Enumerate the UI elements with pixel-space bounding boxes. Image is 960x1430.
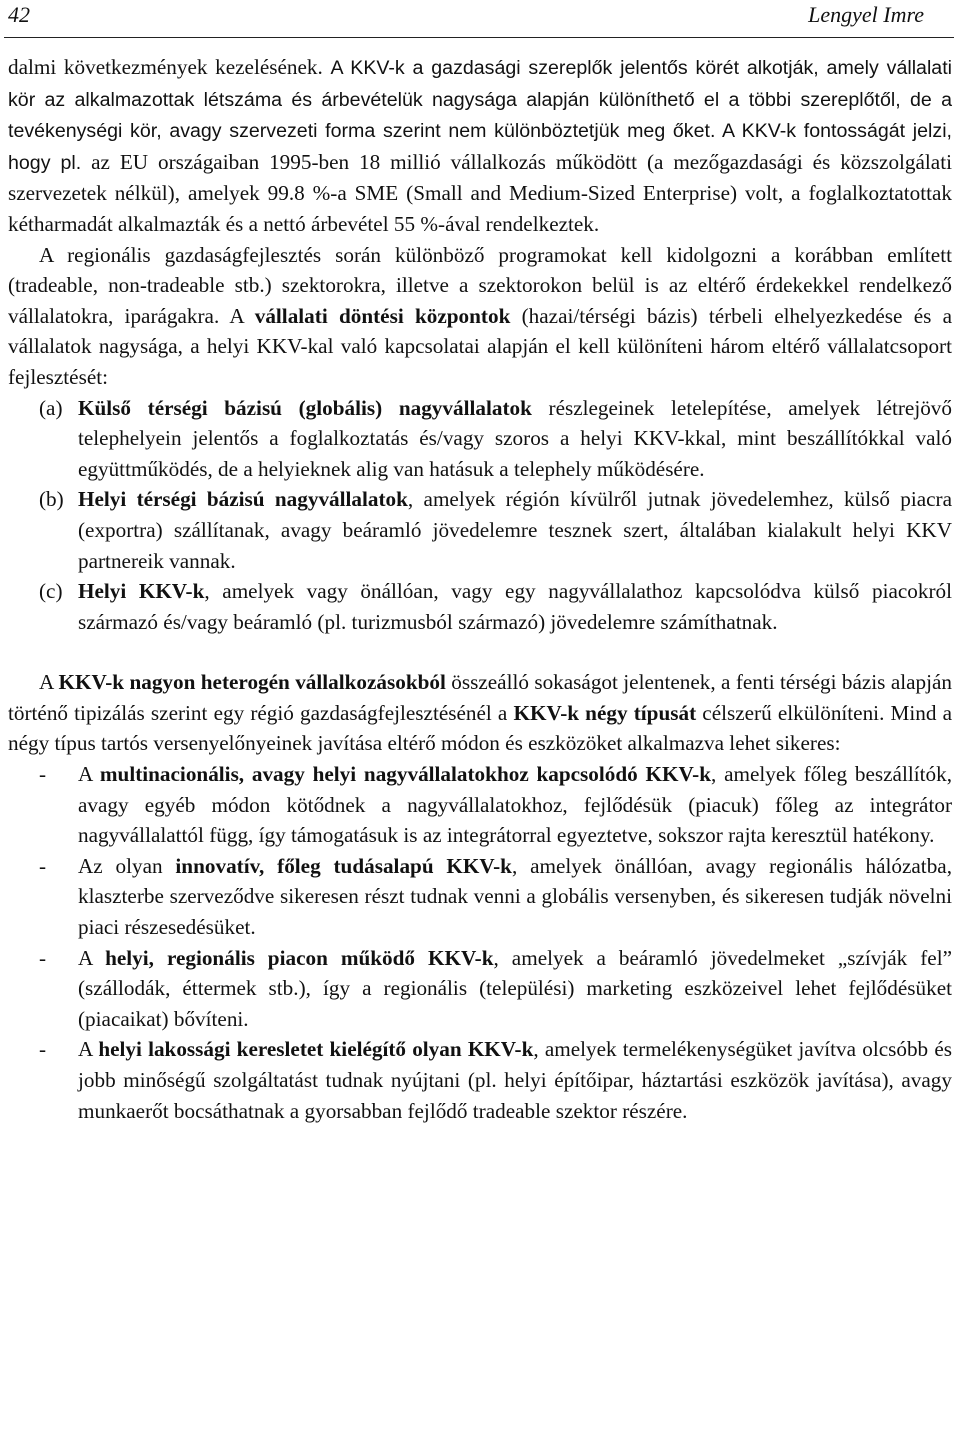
dash-item-text: , amelyek főleg beszállítók, avagy egyéb módon kötődnek a nagyvállalatokhoz, fejlődésük (piacuk) főleg az integrátor nagyvállalattól függ, így támogatásuk is az integrátorral egyeztetve, sokszor rajta keresztül hatékony.	[78, 762, 952, 848]
para3-text-1: A	[39, 670, 59, 695]
paragraph-1	[8, 52, 952, 240]
list-item-text: részlegeinek letelepítése, amelyek létrejövő telephelyein jelentős a foglalkoztatás és/vagy szoros a helyi KKV-kkal, mint beszállítókkal való együttműködés, de a helyieknek alig van hatásuk a telephely működésére.	[78, 395, 952, 481]
list-marker: (a)	[39, 395, 63, 420]
header-rule	[4, 37, 954, 38]
paragraph-3	[8, 667, 952, 759]
page-number: 42	[8, 2, 30, 27]
para2-text-2: (hazai/térségi bázis) térbeli elhelyezkedése és a vállalatok nagysága, a helyi KKV-kal való kapcsolatai alapján el kell különíteni három eltérő vállalatcsoport fejlesztését:	[8, 303, 953, 389]
list-item-bold: Helyi KKV-k	[78, 579, 205, 604]
dash-item-bold: helyi lakossági keresletet kielégítő olyan KKV-k	[98, 1037, 534, 1062]
list-item-b	[8, 484, 952, 576]
list-item-text: , amelyek régión kívülről jutnak jövedelemhez, külső piacra (exportra) szállítanak, avagy beáramló jövedelemre tesznek szert, általában kialakult helyi KKV partnereik vannak.	[78, 487, 952, 573]
alpha-list	[8, 393, 952, 638]
list-item-text: , amelyek vagy önállóan, vagy egy nagyvállalathoz kapcsolódva külső piacokról származó és/vagy beáramló (pl. turizmusból származó) jövedelemre számíthatnak.	[78, 579, 953, 634]
dash-item-pre: A	[78, 762, 100, 787]
dash-item-bold: multinacionális, avagy helyi nagyvállalatokhoz kapcsolódó KKV-k	[99, 762, 712, 787]
list-item-a	[8, 393, 952, 485]
body-text	[8, 52, 952, 1126]
dash-item-text: , amelyek a beáramló jövedelmeket „szívják fel” (szállodák, éttermek stb.), így a regionális (települési) marketing eszközeivel lehet fejlődésüket (piacaikat) bővíteni.	[78, 945, 952, 1031]
running-author: Lengyel Imre	[808, 2, 924, 27]
para3-text-3: célszerű elkülöníteni. Mind a négy típus tartós versenyelőnyeinek javítása eltérő módon és eszközöket alkalmazva lehet sikeres:	[8, 700, 953, 756]
para3-bold-1: KKV-k nagyon heterogén vállalkozásokból	[58, 670, 446, 695]
para3-bold-2: KKV-k négy típusát	[513, 700, 697, 725]
dash-item-pre: A	[78, 945, 106, 970]
paragraph-2	[8, 240, 952, 393]
dash-item-3	[8, 943, 952, 1035]
para2-bold-1: vállalati döntési központok	[254, 303, 511, 328]
dash-list	[8, 759, 952, 1126]
dash-marker: -	[39, 762, 47, 787]
para1-sans-text: A KKV-k a gazdasági szereplők jelentős körét alkotják, amely vállalati kör az alkalmazottak létszáma és árbevételük nagysága alapján különíthető el a többi szereplőtől, de a tevékenységi kör, avagy szervezeti forma szerint nem különböztetjük meg őket. A KKV-k fontosságát jelzi, hogy pl.	[8, 57, 952, 174]
dash-marker: -	[39, 945, 47, 970]
dash-item-bold: helyi, regionális piacon működő KKV-k	[105, 945, 494, 970]
list-marker: (b)	[39, 487, 64, 512]
para3-text-2: összeálló sokaságot jelentenek, a fenti térségi bázis alapján történő tipizálás szerint egy régió gazdaságfejlesztésénél a	[8, 670, 952, 725]
list-item-c	[8, 576, 952, 637]
dash-item-bold: innovatív, főleg tudásalapú KKV-k	[175, 853, 512, 878]
list-marker: (c)	[39, 579, 63, 604]
dash-item-text: , amelyek önállóan, avagy regionális hálózatba, klaszterbe szerveződve sikeresen részt tudnak venni a globális versenyben, és sikeresen tudják növelni piaci részesedésüket.	[78, 853, 952, 940]
paragraph-gap	[8, 637, 952, 667]
list-item-bold: Helyi térségi bázisú nagyvállalatok	[78, 487, 408, 512]
dash-item-4	[8, 1034, 952, 1126]
running-header	[8, 2, 924, 28]
list-item-bold: Külső térségi bázisú (globális) nagyvállalatok	[78, 395, 532, 420]
dash-item-2	[8, 851, 952, 943]
dash-item-text: , amelyek termelékenységüket javítva olcsóbb és jobb minőségű szolgáltatást tudnak nyújtani (pl. helyi építőipar, háztartási eszközök javítása), avagy munkaerőt bocsáthatnak a gyorsabban fejlődő tradeable szektor részére.	[78, 1037, 952, 1123]
para2-text-1: A regionális gazdaságfejlesztés során különböző programokat kell kidolgozni a korábban említett (tradeable, non-tradeable stb.) szektorokra, illetve a szektorokon belül is az eltérő érdekekkel rendelkező vállalatokra, iparágakra. A	[8, 242, 952, 328]
dash-item-pre: A	[78, 1037, 99, 1062]
dash-marker: -	[39, 1037, 47, 1062]
dash-item-pre: Az olyan	[78, 853, 176, 878]
para1-serif-lead: dalmi következmények kezelésének.	[8, 55, 331, 79]
para1-serif-tail: az EU országaiban 1995-ben 18 millió vállalkozás működött (a mezőgazdasági és közszolgálati szervezetek nélkül), amelyek 99.8 %-a SME (Small and Medium-Sized Enterprise) volt, a foglalkoztatottak kétharmadát alkalmazták és a nettó árbevétel 55 %-ával rendelkeztek.	[8, 149, 952, 236]
dash-marker: -	[39, 853, 47, 878]
dash-item-1	[8, 759, 952, 851]
